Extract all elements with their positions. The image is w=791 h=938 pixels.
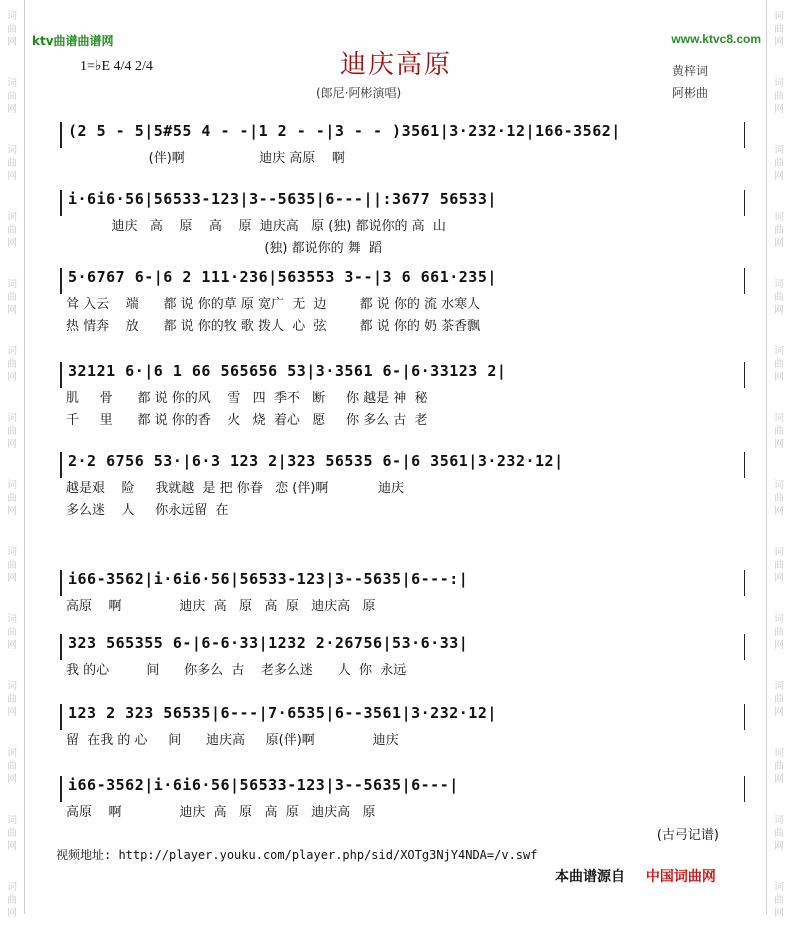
watermark-text: 词 曲 网 xyxy=(774,748,784,785)
source-brand[interactable]: 中国词曲网 xyxy=(645,869,716,885)
site-logo-left[interactable]: ktv曲谱曲谱网 xyxy=(32,34,114,48)
lyric-line: 肌 骨 都 说 你的风 雪 四 季不 断 你 越是 神 秘 xyxy=(66,391,428,406)
watermark-text: 词 曲 网 xyxy=(774,212,784,249)
watermark-text: 词 曲 网 xyxy=(7,480,17,517)
right-watermark-strip xyxy=(766,0,791,919)
watermark-text: 词 曲 网 xyxy=(774,547,784,584)
watermark-text: 词 曲 网 xyxy=(7,11,17,48)
watermark-text: 词 曲 网 xyxy=(7,748,17,785)
watermark-text: 词 曲 网 xyxy=(774,11,784,48)
lyric-line: 多么迷 人 你永远留 在 xyxy=(66,503,229,518)
lyric-line: 我 的心 间 你多么 古 老多么迷 人 你 永远 xyxy=(66,663,407,678)
transcriber-note: (古弓记谱) xyxy=(656,828,719,843)
notation-line: 323 565355 6-|6-6·33|1232 2·26756|53·6·33| xyxy=(60,634,745,660)
watermark-text: 词 曲 网 xyxy=(7,279,17,316)
lyric-line: 耸 入云 端 都 说 你的草 原 宽广 无 边 都 说 你的 流 水寒人 xyxy=(66,297,481,312)
notation-line: (2 5 - 5|5#55 4 - -|1 2 - -|3 - - )3561|3·232·12|166-3562| xyxy=(60,122,745,148)
lyric-line: 热 情奔 放 都 说 你的牧 歌 拨人 心 弦 都 说 你的 奶 茶香飘 xyxy=(66,319,481,334)
lyric-line: 高原 啊 迪庆 高 原 高 原 迪庆高 原 xyxy=(66,599,376,614)
notation-line: 5·6767 6-|6 2 111·236|563553 3--|3 6 661·235| xyxy=(60,268,745,294)
notation-line: i66-3562|i·6i6·56|56533-123|3--5635|6---:| xyxy=(60,570,745,596)
lyric-line: (伴)啊 迪庆 高原 啊 xyxy=(66,151,345,166)
watermark-text: 词 曲 网 xyxy=(7,145,17,182)
score-row xyxy=(60,452,745,522)
lyric-line: 高原 啊 迪庆 高 原 高 原 迪庆高 原 xyxy=(66,805,376,820)
lyric-line: 留 在我 的 心 间 迪庆高 原(伴)啊 迪庆 xyxy=(66,733,399,748)
watermark-text: 词 曲 网 xyxy=(7,681,17,718)
watermark-text: 词 曲 网 xyxy=(774,480,784,517)
watermark-text: 词 曲 网 xyxy=(7,815,17,852)
score-row xyxy=(60,268,745,338)
lyric-line: (独) 都说你的 舞 蹈 xyxy=(66,241,383,256)
score-row xyxy=(60,362,745,432)
lyric-line: 千 里 都 说 你的香 火 烧 着心 愿 你 多么 古 老 xyxy=(66,413,428,428)
watermark-text: 词 曲 网 xyxy=(774,346,784,383)
key-signature: 1=♭E 4/4 2/4 xyxy=(80,59,153,74)
composer-credit: 阿彬曲 xyxy=(672,86,709,100)
source-label: 本曲谱源自 xyxy=(555,869,625,885)
performers: (郎尼·阿彬演唱) xyxy=(316,86,402,100)
watermark-text: 词 曲 网 xyxy=(774,614,784,651)
notation-line: i66-3562|i·6i6·56|56533-123|3--5635|6---| xyxy=(60,776,745,802)
lyricist-credit: 黄梓词 xyxy=(672,64,709,78)
score-row xyxy=(60,704,745,752)
video-url[interactable]: 视频地址: http://player.youku.com/player.php/sid/XOTg3NjY4NDA=/v.swf xyxy=(56,848,538,862)
watermark-text: 词 曲 网 xyxy=(7,547,17,584)
watermark-text: 词 曲 网 xyxy=(7,346,17,383)
watermark-text: 词 曲 网 xyxy=(774,882,784,919)
score-row xyxy=(60,570,745,618)
notation-line: 2·2 6756 53·|6·3 123 2|323 56535 6-|6 3561|3·232·12| xyxy=(60,452,745,478)
watermark-text: 词 曲 网 xyxy=(7,212,17,249)
score-row xyxy=(60,776,745,824)
score-row xyxy=(60,190,745,260)
notation-line: i·6i6·56|56533-123|3--5635|6---||:3677 56533| xyxy=(60,190,745,216)
notation-line: 123 2 323 56535|6---|7·6535|6--3561|3·232·12| xyxy=(60,704,745,730)
watermark-text: 词 曲 网 xyxy=(774,413,784,450)
watermark-text: 词 曲 网 xyxy=(774,681,784,718)
watermark-text: 词 曲 网 xyxy=(774,815,784,852)
watermark-text: 词 曲 网 xyxy=(7,78,17,115)
song-title: 迪庆高原 xyxy=(340,50,453,80)
watermark-text: 词 曲 网 xyxy=(7,614,17,651)
watermark-text: 词 曲 网 xyxy=(7,413,17,450)
notation-line: 32121 6·|6 1 66 565656 53|3·3561 6-|6·33123 2| xyxy=(60,362,745,388)
source-credit xyxy=(555,866,716,886)
watermark-text: 词 曲 网 xyxy=(7,882,17,919)
watermark-text: 词 曲 网 xyxy=(774,145,784,182)
watermark-text: 词 曲 网 xyxy=(774,78,784,115)
watermark-text: 词 曲 网 xyxy=(774,279,784,316)
lyric-line: 迪庆 高 原 高 原 迪庆高 原 (独) 都说你的 高 山 xyxy=(66,219,446,234)
site-url-right[interactable]: www.ktvc8.com xyxy=(671,32,761,46)
score-row xyxy=(60,122,745,170)
score-row xyxy=(60,634,745,682)
lyric-line: 越是艰 险 我就越 是 把 你眷 恋 (伴)啊 迪庆 xyxy=(66,481,404,496)
left-watermark-strip xyxy=(0,0,25,919)
